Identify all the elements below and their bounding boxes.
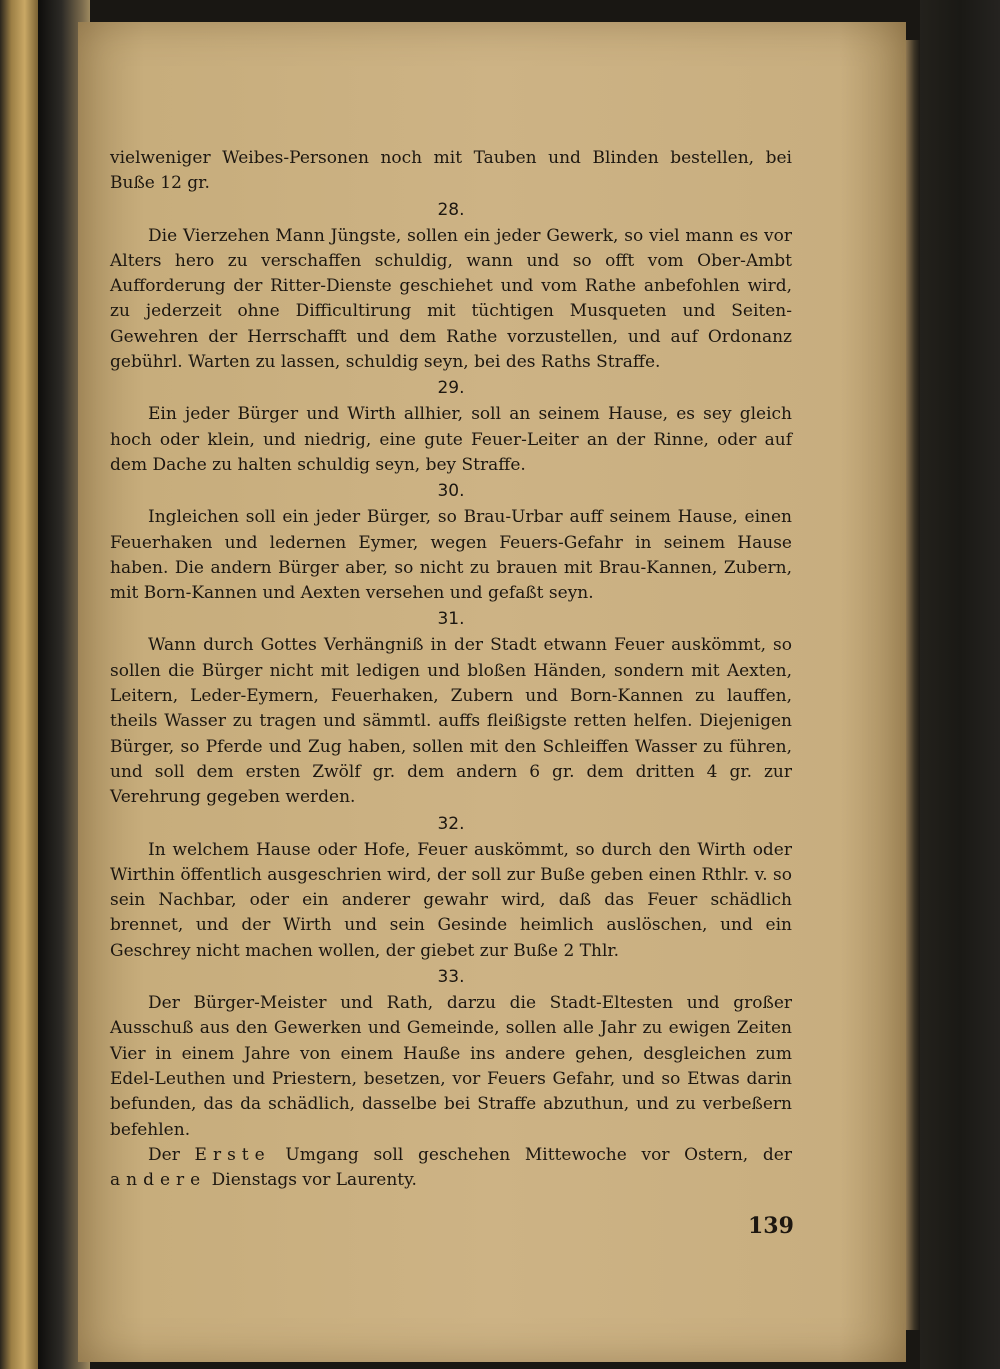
page-text-body — [110, 146, 792, 1193]
page-edge-shadow — [906, 40, 920, 1330]
paragraph: Wann durch Gottes Verhängniß in der Stadt etwann Feuer auskömmt, so sollen die Bürger nicht mit ledigen und bloßen Händen, sondern mit Aexten, Leitern, Leder-Eymern, Feuerhaken, Zubern und Born-Kannen zu lauffen, theils Wasser zu tragen und sämmtl. auffs fleißigste retten helfen. Diejenigen Bürger, so Pferde und Zug haben, sollen mit den Schleiffen Wasser zu führen, und soll dem ersten Zwölf gr. dem andern 6 gr. dem dritten 4 gr. zur Verehrung gegeben werden. — [110, 635, 792, 808]
section-number: 31. — [437, 609, 465, 630]
paragraph: Der Bürger-Meister und Rath, darzu die Stadt-Eltesten und großer Ausschuß aus den Gewerken und Gemeinde, sollen alle Jahr zu ewigen Zeiten Vier in einem Jahre von einem Hauße ins andere gehen, desgleichen zum Edel-Leuthen und Priestern, besetzen, vor Feuers Gefahr, und so Etwas darin befunden, das da schädlich, dasselbe bei Straffe abzuthun, und zu verbeßern befehlen. — [110, 993, 792, 1140]
left-page-edge — [0, 0, 38, 1369]
paragraph: Ingleichen soll ein jeder Bürger, so Brau-Urbar auff seinem Hause, einen Feuerhaken und ledernen Eymer, wegen Feuers-Gefahr in seinem Hause haben. Die andern Bürger aber, so nicht zu brauen mit Brau-Kannen, Zubern, mit Born-Kannen und Aexten versehen und gefaßt seyn. — [110, 507, 792, 604]
section-number: 30. — [437, 481, 465, 502]
paragraph: vielweniger Weibes-Personen noch mit Tauben und Blinden bestellen, bei Buße 12 gr. — [110, 148, 792, 194]
section-number: 32. — [437, 813, 465, 834]
book-cover-right — [920, 0, 1000, 1369]
page-number: 139 — [748, 1213, 794, 1239]
section-number: 33. — [437, 967, 465, 988]
paragraph: In welchem Hause oder Hofe, Feuer auskömmt, so durch den Wirth oder Wirthin öffentlich ausgeschrien wird, der soll zur Buße geben einen Rthlr. v. so sein Nachbar, oder ein anderer gewahr wird, daß das Feuer schädlich brennet, und der Wirth und sein Gesinde heimlich auslöschen, und ein Geschrey nicht machen wollen, der giebet zur Buße 2 Thlr. — [110, 839, 792, 961]
section-number: 28. — [437, 199, 465, 220]
section-number: 29. — [437, 378, 465, 399]
last-para-after: Dienstags vor Laurenty. — [206, 1170, 417, 1191]
paragraph: Die Vierzehen Mann Jüngste, sollen ein jeder Gewerk, so viel mann es vor Alters hero zu verschaffen schuldig, wann und so offt vom Ober-Ambt Aufforderung der Ritter-Dienste geschiehet und vom Rathe anbefohlen wird, zu jederzeit ohne Difficultirung mit tüchtigen Musqueten und Seiten-Gewehren der Herrschafft und dem Rathe vorzustellen, und auf Ordonanz gebührl. Warten zu lassen, schuldig seyn, bei des Raths Straffe. — [110, 225, 792, 373]
spaced-word-erste: Erste — [194, 1144, 271, 1165]
paragraph: Ein jeder Bürger und Wirth allhier, soll an seinem Hause, es sey gleich hoch oder klein, und niedrig, eine gute Feuer-Leiter an der Rinne, oder auf dem Dache zu halten schuldig seyn, bey Straffe. — [110, 404, 792, 475]
last-para-before: Der — [148, 1144, 195, 1165]
paragraph-last — [110, 1143, 792, 1194]
last-para-middle: Umgang soll geschehen Mittewoche vor Ostern, der — [270, 1144, 792, 1165]
spaced-word-andere: andere — [110, 1170, 207, 1191]
